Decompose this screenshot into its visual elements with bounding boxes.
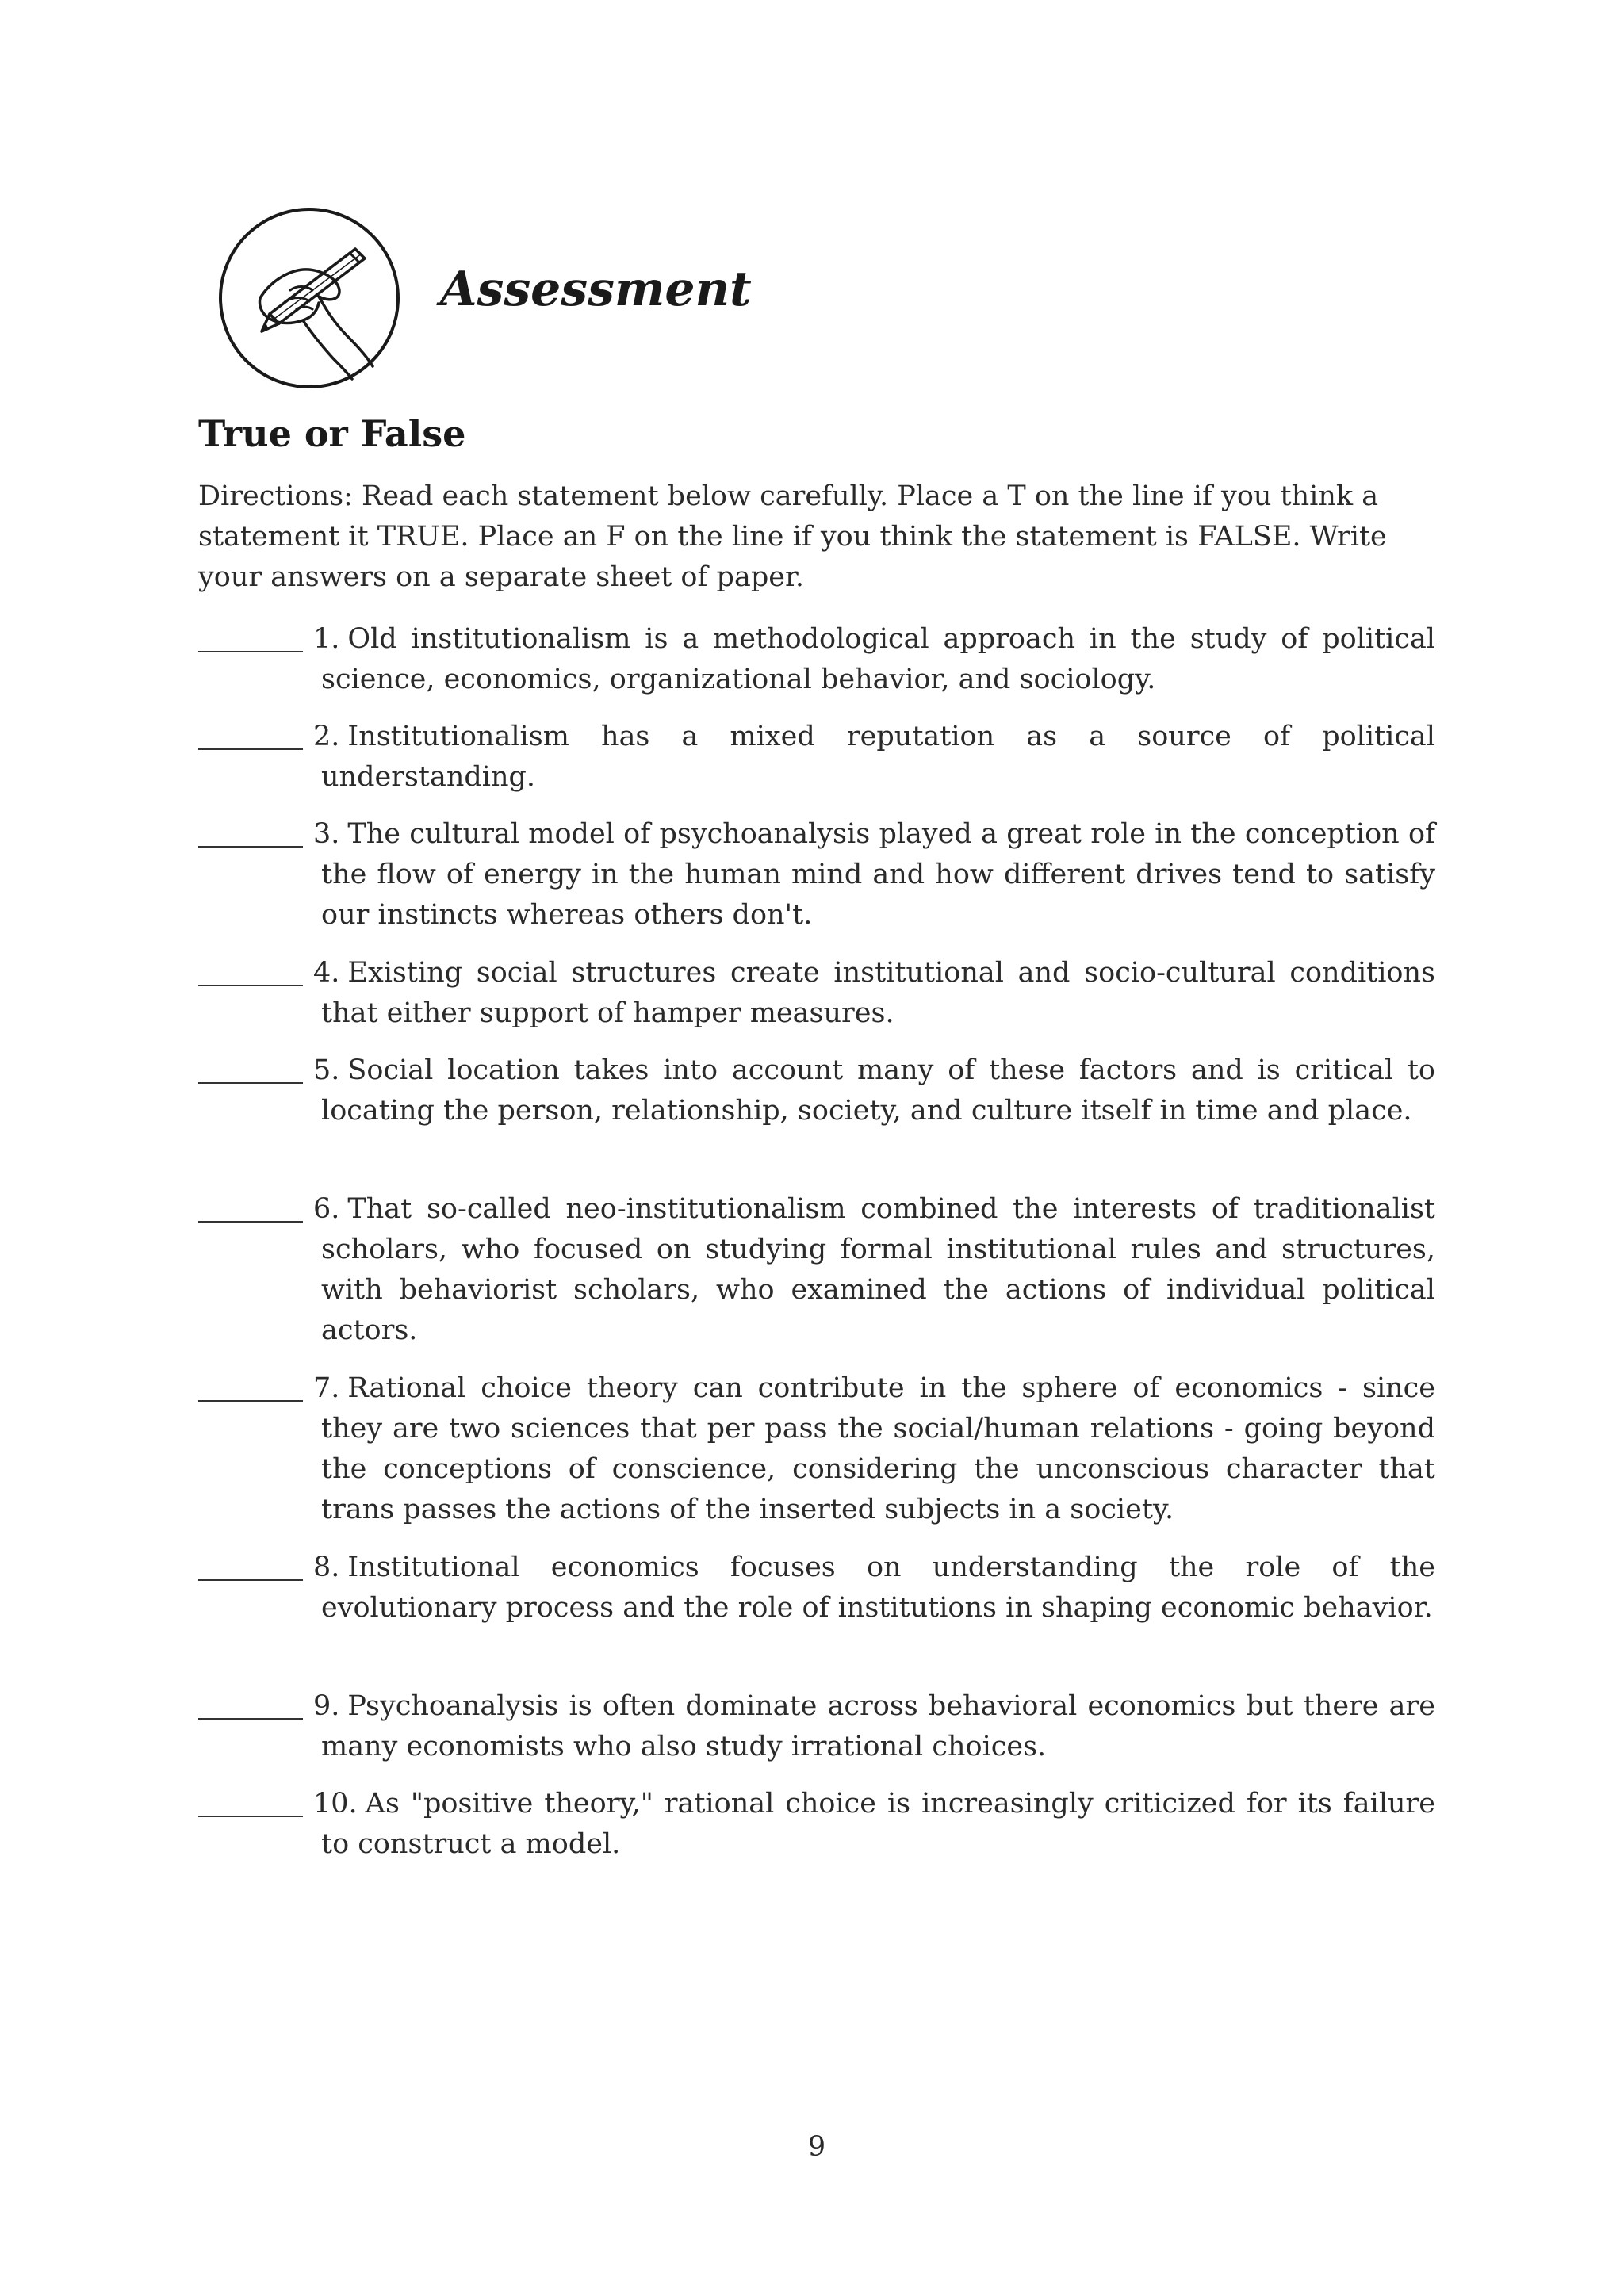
answer-blank-5[interactable] <box>198 1082 303 1084</box>
question-number: 9. <box>313 1690 340 1722</box>
question-item-6 <box>198 1189 1435 1351</box>
question-number: 6. <box>313 1193 340 1225</box>
answer-blank-10[interactable] <box>198 1816 303 1817</box>
answer-blank-3[interactable] <box>198 846 303 848</box>
question-number: 1. <box>313 623 340 655</box>
assessment-title: Assessment <box>440 262 752 317</box>
question-number: 7. <box>313 1372 340 1404</box>
question-number: 3. <box>313 818 340 850</box>
question-text: As "positive theory," rational choice is increasingly criticized for its failure to construct a model. <box>321 1788 1435 1860</box>
question-item-5 <box>198 1050 1435 1131</box>
answer-blank-8[interactable] <box>198 1579 303 1581</box>
question-text: Institutional economics focuses on understanding the role of the evolutionary process and the role of institutions in shaping economic behavior. <box>321 1552 1435 1624</box>
answer-blank-4[interactable] <box>198 985 303 986</box>
question-text: Psychoanalysis is often dominate across behavioral economics but there are many economists who also study irrational choices. <box>321 1690 1435 1762</box>
question-item-9 <box>198 1686 1435 1767</box>
answer-blank-1[interactable] <box>198 651 303 652</box>
question-item-7 <box>198 1368 1435 1530</box>
question-item-8 <box>198 1548 1435 1628</box>
page-number: 9 <box>807 2131 826 2163</box>
question-text: That so-called neo-institutionalism combined the interests of traditionalist scholars, who focused on studying formal institutional rules and structures, with behaviorist scholars, who examined the actions of individual political actors. <box>321 1193 1435 1346</box>
question-text: The cultural model of psychoanalysis played a great role in the conception of the flow of energy in the human mind and how different drives tend to satisfy our instincts whereas others don't. <box>321 818 1435 931</box>
answer-blank-9[interactable] <box>198 1718 303 1720</box>
answer-blank-6[interactable] <box>198 1221 303 1223</box>
question-text: Old institutionalism is a methodological approach in the study of political science, economics, organizational behavior, and sociology. <box>321 623 1435 695</box>
question-number: 5. <box>313 1054 340 1086</box>
question-number: 10. <box>313 1788 358 1820</box>
hand-writing-pencil-icon <box>214 203 404 393</box>
question-item-1 <box>198 619 1435 700</box>
question-number: 2. <box>313 721 340 752</box>
question-text: Social location takes into account many of these factors and is critical to locating the person, relationship, society, and culture itself in time and place. <box>321 1054 1435 1127</box>
directions-text: Directions: Read each statement below carefully. Place a T on the line if you think a statement it TRUE. Place an F on the line if you think the statement is FALSE. Write your answers on a separate sheet of paper. <box>198 480 1387 593</box>
question-text: Institutionalism has a mixed reputation as a source of political understanding. <box>321 721 1435 793</box>
answer-blank-2[interactable] <box>198 748 303 750</box>
question-item-4 <box>198 953 1435 1034</box>
question-text: Existing social structures create institutional and socio-cultural conditions that either support of hamper measures. <box>321 957 1435 1029</box>
answer-blank-7[interactable] <box>198 1400 303 1402</box>
question-item-10 <box>198 1784 1435 1865</box>
question-number: 4. <box>313 957 340 989</box>
question-number: 8. <box>313 1552 340 1583</box>
question-text: Rational choice theory can contribute in the sphere of economics - since they are two sciences that per pass the social/human relations - going beyond the conceptions of conscience, considering the unconscious character that trans passes the actions of the inserted subjects in a society. <box>321 1372 1435 1525</box>
question-item-2 <box>198 717 1435 798</box>
question-item-3 <box>198 814 1435 936</box>
section-heading: True or False <box>198 412 466 455</box>
